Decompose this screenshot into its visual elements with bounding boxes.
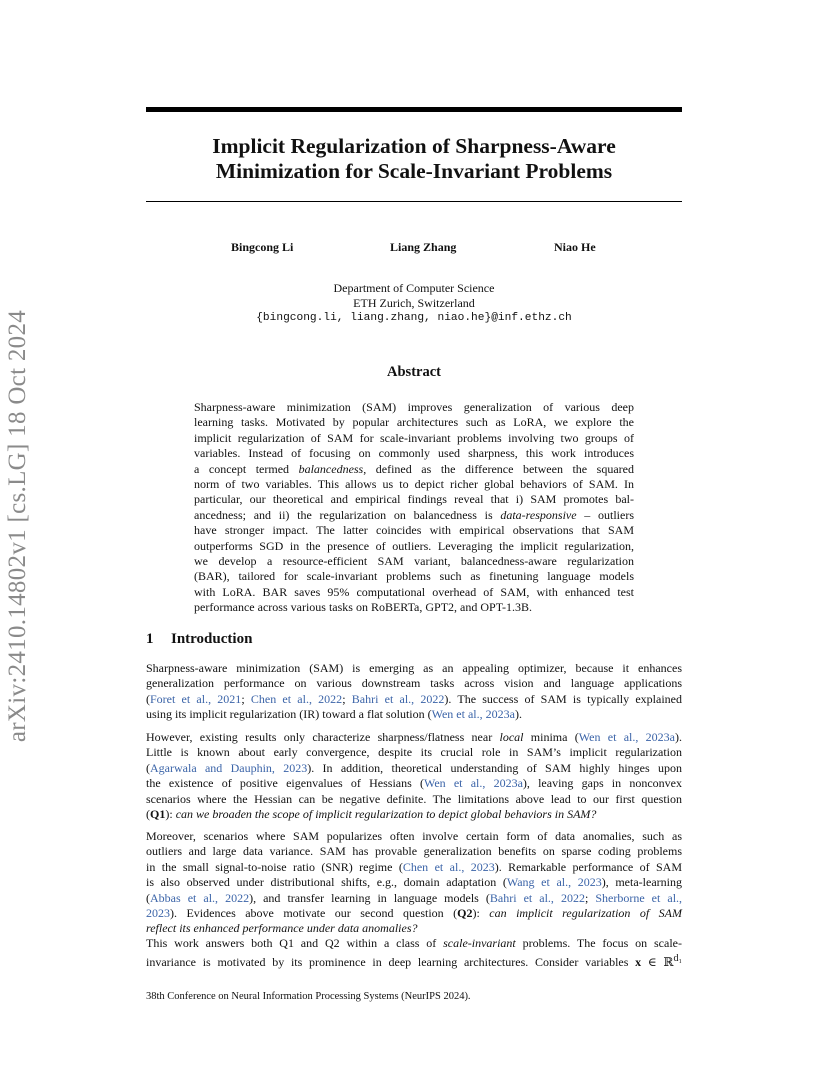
citation-link[interactable]: Wen et al., 2023a — [431, 707, 515, 722]
title-line-2: Minimization for Scale-Invariant Problems — [215, 159, 613, 183]
arxiv-identifier[interactable]: arXiv:2410.14802v1 [cs.LG] 18 Oct 2024 — [4, 309, 31, 743]
body-line — [146, 921, 682, 936]
body-line — [146, 730, 682, 745]
math-variable-x: x — [635, 955, 642, 970]
text-run: the existence of positive eigenvalues of Hessians ( — [146, 776, 424, 791]
intro-paragraph-2 — [146, 730, 682, 822]
department: Department of Computer Science — [333, 281, 495, 295]
text-run: ), and transfer learning in language models ( — [249, 890, 490, 905]
abstract-line: with LoRA. BAR saves 95% computational overhead of SAM, with enhanced test — [194, 584, 634, 599]
intro-paragraph-4 — [146, 936, 682, 971]
abstract-line: implicit regularization of SAM for scale-invariant problems involving two groups of — [194, 430, 634, 445]
citation-link[interactable]: Bahri et al., 2022 — [489, 890, 585, 905]
abstract-heading: Abstract — [387, 364, 441, 380]
title-rule-top — [146, 107, 682, 112]
author-emails: {bingcong.li, liang.zhang, niao.he}@inf.ethz.ch — [256, 312, 572, 324]
citation-link[interactable]: Agarwala and Dauphin, 2023 — [150, 760, 308, 775]
text-run: ). — [514, 707, 522, 722]
section-title: Introduction — [171, 631, 253, 647]
body-line — [146, 776, 682, 791]
text-run: using its implicit regularization (IR) toward a flat solution ( — [146, 707, 432, 722]
question-q1-text: can we broaden the scope of implicit regularization to depict global behaviors in SAM? — [175, 807, 597, 822]
text-run: ). Remarkable performance of SAM — [494, 859, 682, 874]
text-run: This work answers both Q1 and Q2 within a class of — [146, 936, 444, 950]
text-run: invariance is motivated by its prominence in deep learning architectures. Consider variables — [146, 955, 636, 970]
abstract-line: we develop a resource-efficient SAM variant, balancedness-aware regularization — [194, 554, 634, 569]
text-run: However, existing results only characterize sharpness/flatness near — [146, 730, 500, 744]
text-run: ). In addition, theoretical understanding of SAM highly hinges upon — [307, 760, 682, 775]
body-line: outliers and large data variance. SAM has provable generalization benefits on sparse coding problems — [146, 844, 682, 859]
body-line — [146, 875, 682, 890]
abstract-text — [194, 400, 634, 616]
arxiv-stamp — [4, 309, 31, 743]
citation-link[interactable]: 2023 — [146, 906, 170, 921]
body-line — [146, 692, 682, 707]
body-line — [146, 761, 682, 776]
text-run: ): — [472, 906, 490, 921]
body-line — [146, 891, 682, 906]
body-line — [146, 807, 682, 822]
body-line — [146, 707, 682, 722]
abstract-line: norm of two variables. This allows us to depict richer global behaviors of SAM. In — [194, 477, 634, 492]
conference-footer: 38th Conference on Neural Information Processing Systems (NeurIPS 2024). — [146, 991, 471, 1002]
math-relation: ∈ ℝ — [641, 955, 674, 970]
text-run: ). Evidences above motivate our second question ( — [170, 906, 458, 921]
intro-paragraph-1 — [146, 661, 682, 723]
citation-link[interactable]: Foret et al., 2021 — [150, 691, 242, 706]
text-run: ; — [584, 890, 596, 905]
citation-link[interactable]: Chen et al., 2023 — [402, 859, 495, 874]
text-run: a concept termed — [194, 461, 299, 476]
abstract-line: particular, our theoretical and empirical findings reveal that i) SAM promotes bal- — [194, 492, 634, 507]
title-line-1: Implicit Regularization of Sharpness-Aware — [212, 134, 616, 158]
body-line: Sharpness-aware minimization (SAM) is emerging as an appealing optimizer, because it enhances — [146, 661, 682, 675]
body-line: Moreover, scenarios where SAM popularizes often involve certain form of data anomalies, such as — [146, 829, 682, 843]
text-run: ), meta-learning — [601, 875, 682, 890]
term-scale-invariant: scale-invariant — [443, 936, 516, 950]
text-run: ; — [241, 691, 251, 706]
citation-link[interactable]: Wen et al., 2023a — [578, 730, 675, 744]
author-name: Niao He — [554, 240, 596, 254]
citation-link[interactable]: Wen et al., 2023a — [423, 776, 523, 791]
title-rule-bottom — [146, 201, 682, 202]
question-label-q2: Q2 — [457, 906, 473, 921]
section-heading-introduction — [146, 631, 252, 648]
abstract-line: have stronger impact. The latter coincides with empirical observations that SAM — [194, 523, 634, 538]
citation-link[interactable]: Bahri et al., 2022 — [351, 691, 445, 706]
body-line: scenarios where the Hessian can be negative definite. The limitations above lead to our first question — [146, 791, 682, 806]
text-run: minima ( — [523, 730, 579, 744]
abstract-line: performance across various tasks on RoBERTa, GPT2, and OPT-1.3B. — [194, 600, 532, 615]
author-name: Liang Zhang — [390, 240, 457, 254]
citation-link[interactable]: Chen et al., 2022 — [250, 691, 343, 706]
text-run: ancedness; and ii) the regularization on balancedness is — [194, 507, 501, 522]
text-run: ). — [675, 730, 682, 744]
question-q2-text: reflect its enhanced performance under data anomalies? — [146, 921, 418, 936]
term-local: local — [499, 730, 524, 744]
question-label-q1: Q1 — [150, 807, 166, 822]
text-run: – outliers — [576, 507, 634, 522]
text-run: ( — [146, 807, 150, 822]
intro-paragraph-3 — [146, 829, 682, 937]
text-run: ): — [165, 807, 176, 822]
body-line — [146, 936, 682, 951]
abstract-line: (BAR), tailored for scale-invariant problems such as finetuning language models — [194, 569, 634, 584]
section-number: 1 — [146, 631, 154, 647]
term-data-responsive: data-responsive — [500, 507, 577, 522]
author-name: Bingcong Li — [231, 240, 294, 254]
abstract-line — [194, 462, 634, 477]
body-line — [146, 860, 682, 875]
math-superscript: d₁ — [673, 953, 683, 965]
text-run: ; — [342, 691, 352, 706]
institution: ETH Zurich, Switzerland — [353, 296, 475, 310]
text-run: ). The success of SAM is typically explained — [444, 691, 682, 706]
citation-link[interactable]: Abbas et al., 2022 — [150, 890, 250, 905]
text-run: ( — [146, 890, 150, 905]
term-balancedness: balancedness — [298, 461, 364, 476]
text-run: in the small signal-to-noise ratio (SNR) regime ( — [146, 859, 403, 874]
paper-title — [146, 134, 682, 184]
abstract-line — [194, 508, 634, 523]
text-run: ( — [146, 691, 150, 706]
abstract-line: variables. Instead of focusing on commonly used sharpness, this work introduces — [194, 446, 634, 461]
citation-link[interactable]: Wang et al., 2023 — [506, 875, 602, 890]
text-run: problems. The focus on scale- — [515, 936, 682, 950]
text-run: , defined as the difference between the squared — [363, 461, 634, 476]
citation-link[interactable]: Sherborne et al., — [595, 890, 683, 905]
body-line: Little is known about early convergence, despite its crucial role in SAM’s implicit regularization — [146, 745, 682, 760]
body-line — [146, 906, 682, 921]
abstract-line: learning tasks. Motivated by popular architectures such as LoRA, we explore the — [194, 415, 634, 430]
question-q2-text: can implicit regularization of SAM — [489, 906, 682, 921]
abstract-line: Sharpness-aware minimization (SAM) improves generalization of various deep — [194, 400, 634, 414]
body-line — [146, 951, 682, 970]
text-run: is also observed under distributional shifts, e.g., domain adaptation ( — [146, 875, 507, 890]
text-run: ( — [146, 760, 150, 775]
body-line: generalization performance on various downstream tasks across vision and language applications — [146, 676, 682, 691]
affiliation — [146, 281, 682, 326]
text-run: ), leaving gaps in nonconvex — [522, 776, 682, 791]
abstract-line: outperforms SGD in the presence of outliers. Leveraging the implicit regularization, — [194, 538, 634, 553]
